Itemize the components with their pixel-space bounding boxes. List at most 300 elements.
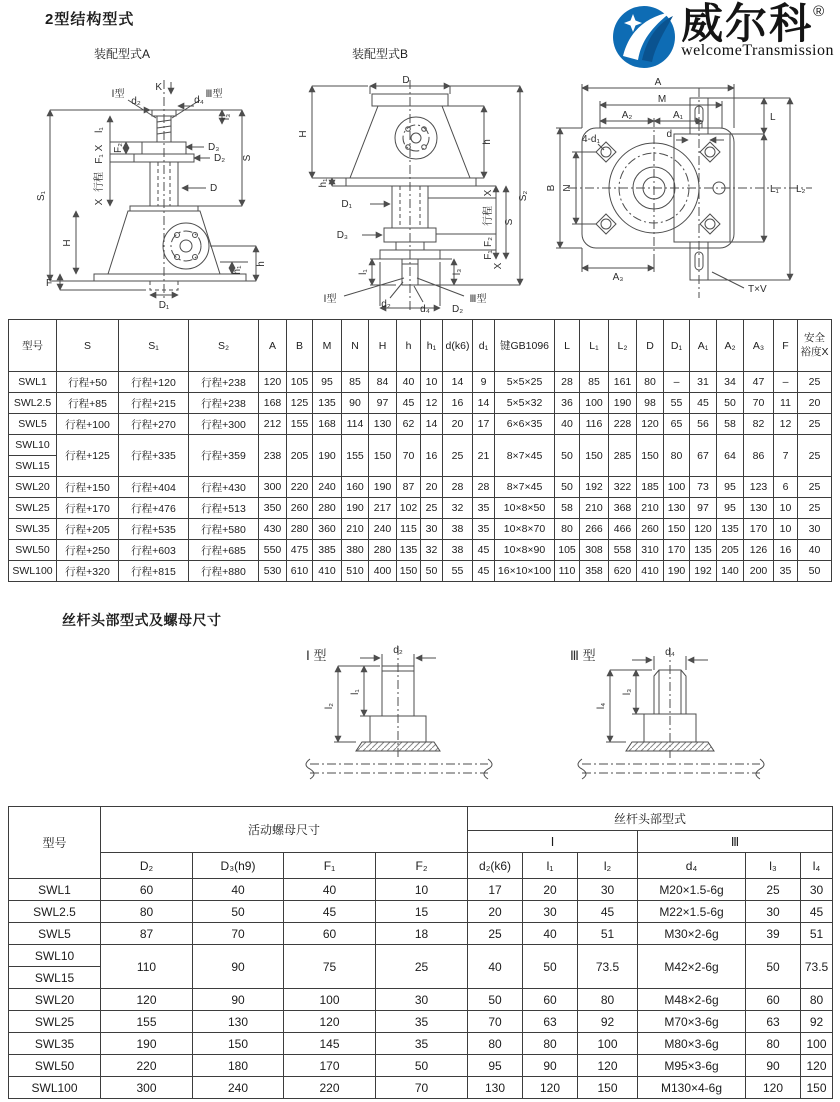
- svg-text:S: S: [504, 218, 515, 226]
- value-cell: 145: [284, 1033, 376, 1055]
- svg-text:h₁: h₁: [232, 265, 243, 275]
- value-cell: 28: [443, 477, 473, 498]
- value-cell: 25: [798, 372, 832, 393]
- value-cell: 266: [580, 519, 609, 540]
- value-cell: 14: [443, 372, 473, 393]
- value-cell: 155: [342, 435, 369, 477]
- svg-text:l₁: l₁: [358, 269, 369, 275]
- value-cell: 130: [744, 498, 774, 519]
- svg-text:d₂: d₂: [131, 96, 141, 107]
- value-cell: 240: [313, 477, 342, 498]
- value-cell: 行程+120: [119, 372, 189, 393]
- table-row: [9, 561, 832, 582]
- value-cell: 6: [774, 477, 798, 498]
- value-cell: 180: [193, 1055, 284, 1077]
- value-cell: 40: [523, 923, 578, 945]
- value-cell: 50: [717, 393, 744, 414]
- svg-text:L: L: [770, 112, 776, 123]
- svg-text:K: K: [155, 82, 162, 93]
- svg-text:X: X: [493, 262, 504, 270]
- model-cell: SWL10: [9, 435, 57, 456]
- value-cell: 45: [473, 540, 495, 561]
- value-cell: 60: [746, 989, 801, 1011]
- value-cell: 105: [287, 372, 313, 393]
- value-cell: 98: [637, 393, 664, 414]
- value-cell: 56: [690, 414, 717, 435]
- value-cell: 80: [664, 435, 690, 477]
- value-cell: 200: [744, 561, 774, 582]
- value-cell: 50: [555, 477, 580, 498]
- model-cell: SWL5: [9, 414, 57, 435]
- value-cell: 36: [555, 393, 580, 414]
- table-row: [9, 540, 832, 561]
- column-header: F: [774, 320, 798, 372]
- value-cell: 205: [717, 540, 744, 561]
- value-cell: 400: [369, 561, 397, 582]
- model-cell: SWL25: [9, 1011, 101, 1033]
- column-header: 型号: [9, 320, 57, 372]
- value-cell: 17: [473, 414, 495, 435]
- value-cell: 150: [801, 1077, 833, 1099]
- value-cell: 228: [609, 414, 637, 435]
- value-cell: 150: [369, 435, 397, 477]
- brand-name: 威尔科: [681, 0, 814, 47]
- svg-text:D₂: D₂: [452, 304, 464, 314]
- column-header: S₁: [119, 320, 189, 372]
- section2-title: 丝杆头部型式及螺母尺寸: [62, 612, 222, 628]
- value-cell: 10: [774, 498, 798, 519]
- value-cell: 12: [774, 414, 798, 435]
- value-cell: 16: [421, 435, 443, 477]
- value-cell: 120: [284, 1011, 376, 1033]
- svg-text:B: B: [546, 184, 557, 192]
- value-cell: 14: [473, 393, 495, 414]
- value-cell: 63: [523, 1011, 578, 1033]
- value-cell: 73.5: [801, 945, 833, 989]
- value-cell: 300: [259, 477, 287, 498]
- value-cell: 10×8×50: [495, 498, 555, 519]
- value-cell: 25: [421, 498, 443, 519]
- model-cell: SWL1: [9, 879, 101, 901]
- svg-text:M: M: [657, 94, 667, 105]
- value-cell: 110: [555, 561, 580, 582]
- value-cell: 97: [690, 498, 717, 519]
- value-cell: 308: [580, 540, 609, 561]
- model-cell: SWL50: [9, 540, 57, 561]
- column-header: D: [637, 320, 664, 372]
- value-cell: 行程+603: [119, 540, 189, 561]
- value-cell: 120: [523, 1077, 578, 1099]
- value-cell: 220: [287, 477, 313, 498]
- value-cell: 123: [744, 477, 774, 498]
- value-cell: 50: [523, 945, 578, 989]
- model-cell: SWL1: [9, 372, 57, 393]
- value-cell: 150: [580, 435, 609, 477]
- value-cell: 350: [259, 498, 287, 519]
- value-cell: 150: [578, 1077, 638, 1099]
- model-cell: SWL15: [9, 456, 57, 477]
- value-cell: 466: [609, 519, 637, 540]
- value-cell: 70: [193, 923, 284, 945]
- svg-text:h: h: [482, 139, 493, 145]
- value-cell: 35: [774, 561, 798, 582]
- value-cell: 30: [421, 519, 443, 540]
- model-cell: SWL2.5: [9, 901, 101, 923]
- model-cell: SWL100: [9, 1077, 101, 1099]
- column-header: N: [342, 320, 369, 372]
- svg-text:l₄: l₄: [596, 702, 607, 710]
- value-cell: 7: [774, 435, 798, 477]
- value-cell: 85: [342, 372, 369, 393]
- value-cell: 80: [468, 1033, 523, 1055]
- table-row: [9, 393, 832, 414]
- value-cell: 150: [193, 1033, 284, 1055]
- value-cell: M22×1.5-6g: [638, 901, 746, 923]
- value-cell: 行程+85: [57, 393, 119, 414]
- value-cell: 358: [580, 561, 609, 582]
- column-header: D₂: [101, 853, 193, 879]
- value-cell: 35: [376, 1011, 468, 1033]
- svg-text:Ⅰ型: Ⅰ型: [111, 89, 125, 100]
- value-cell: 205: [287, 435, 313, 477]
- value-cell: 260: [287, 498, 313, 519]
- value-cell: 322: [609, 477, 637, 498]
- value-cell: –: [664, 372, 690, 393]
- type1-group-header: Ⅰ: [468, 831, 638, 853]
- value-cell: 130: [369, 414, 397, 435]
- svg-text:l₁: l₁: [350, 689, 361, 695]
- value-cell: 40: [555, 414, 580, 435]
- value-cell: 25: [798, 477, 832, 498]
- value-cell: 行程+359: [189, 435, 259, 477]
- value-cell: 220: [101, 1055, 193, 1077]
- table2-columns-row: [9, 853, 833, 879]
- model-cell: SWL50: [9, 1055, 101, 1077]
- value-cell: 100: [578, 1033, 638, 1055]
- value-cell: 60: [523, 989, 578, 1011]
- value-cell: 95: [468, 1055, 523, 1077]
- value-cell: 140: [717, 561, 744, 582]
- value-cell: 38: [443, 519, 473, 540]
- value-cell: 190: [101, 1033, 193, 1055]
- plan-view-drawing: [542, 72, 834, 314]
- value-cell: 25: [798, 435, 832, 477]
- value-cell: 16: [443, 393, 473, 414]
- value-cell: 行程+100: [57, 414, 119, 435]
- value-cell: M95×3-6g: [638, 1055, 746, 1077]
- table-row: [9, 477, 832, 498]
- value-cell: 18: [376, 923, 468, 945]
- svg-text:行程: 行程: [483, 206, 494, 226]
- svg-text:d₄: d₄: [665, 647, 675, 658]
- table-row: [9, 879, 833, 901]
- value-cell: 35: [473, 519, 495, 540]
- value-cell: 8×7×45: [495, 477, 555, 498]
- value-cell: 161: [609, 372, 637, 393]
- value-cell: 50: [555, 435, 580, 477]
- value-cell: 87: [397, 477, 421, 498]
- assembly-type-b-drawing: [292, 76, 530, 314]
- value-cell: 行程+476: [119, 498, 189, 519]
- value-cell: 行程+238: [189, 393, 259, 414]
- value-cell: 50: [193, 901, 284, 923]
- model-cell: SWL10: [9, 945, 101, 967]
- value-cell: 9: [473, 372, 495, 393]
- value-cell: M20×1.5-6g: [638, 879, 746, 901]
- value-cell: 行程+170: [57, 498, 119, 519]
- column-header: D₃(h9): [193, 853, 284, 879]
- svg-text:A: A: [654, 77, 662, 88]
- value-cell: 510: [342, 561, 369, 582]
- svg-text:D: D: [402, 76, 410, 86]
- value-cell: 38: [443, 540, 473, 561]
- value-cell: 35: [376, 1033, 468, 1055]
- value-cell: 15: [376, 901, 468, 923]
- value-cell: 45: [578, 901, 638, 923]
- value-cell: 20: [468, 901, 523, 923]
- value-cell: 47: [744, 372, 774, 393]
- svg-text:H: H: [62, 239, 73, 247]
- value-cell: 60: [284, 923, 376, 945]
- value-cell: 11: [774, 393, 798, 414]
- value-cell: 16: [774, 540, 798, 561]
- svg-text:D: D: [210, 183, 218, 194]
- assembly-b-caption: 装配型式B: [352, 47, 409, 61]
- value-cell: 16×10×100: [495, 561, 555, 582]
- value-cell: 135: [313, 393, 342, 414]
- value-cell: M42×2-6g: [638, 945, 746, 989]
- value-cell: 25: [443, 435, 473, 477]
- value-cell: 32: [421, 540, 443, 561]
- value-cell: 行程+300: [189, 414, 259, 435]
- svg-text:S₁: S₁: [36, 190, 47, 202]
- model-cell: SWL35: [9, 519, 57, 540]
- value-cell: 210: [637, 498, 664, 519]
- value-cell: 85: [580, 372, 609, 393]
- column-header: F₁: [284, 853, 376, 879]
- value-cell: 620: [609, 561, 637, 582]
- value-cell: 30: [746, 901, 801, 923]
- value-cell: 410: [313, 561, 342, 582]
- value-cell: 40: [397, 372, 421, 393]
- column-header: L₁: [580, 320, 609, 372]
- svg-text:X: X: [94, 144, 105, 152]
- value-cell: 550: [259, 540, 287, 561]
- value-cell: 14: [421, 414, 443, 435]
- svg-text:X: X: [94, 198, 105, 206]
- value-cell: 行程+270: [119, 414, 189, 435]
- value-cell: 行程+404: [119, 477, 189, 498]
- value-cell: 行程+335: [119, 435, 189, 477]
- value-cell: 8×7×45: [495, 435, 555, 477]
- model-cell: SWL100: [9, 561, 57, 582]
- table-row: [9, 1077, 833, 1099]
- svg-text:F₁: F₁: [94, 154, 105, 164]
- value-cell: 170: [664, 540, 690, 561]
- value-cell: 45: [473, 561, 495, 582]
- value-cell: 70: [744, 393, 774, 414]
- value-cell: 40: [468, 945, 523, 989]
- column-header: D₁: [664, 320, 690, 372]
- value-cell: 238: [259, 435, 287, 477]
- value-cell: 192: [580, 477, 609, 498]
- value-cell: 17: [468, 879, 523, 901]
- svg-text:h: h: [256, 261, 267, 267]
- type3-group-header: Ⅲ: [638, 831, 833, 853]
- column-header: h₁: [421, 320, 443, 372]
- value-cell: 90: [523, 1055, 578, 1077]
- value-cell: 120: [746, 1077, 801, 1099]
- value-cell: 39: [746, 923, 801, 945]
- value-cell: 90: [746, 1055, 801, 1077]
- value-cell: 190: [342, 498, 369, 519]
- table-row: [9, 498, 832, 519]
- value-cell: 125: [287, 393, 313, 414]
- value-cell: 行程+535: [119, 519, 189, 540]
- svg-text:D₁: D₁: [158, 300, 170, 311]
- value-cell: 20: [421, 477, 443, 498]
- column-header: A₃: [744, 320, 774, 372]
- value-cell: 240: [193, 1077, 284, 1099]
- svg-text:S: S: [242, 154, 253, 162]
- table-row: [9, 1011, 833, 1033]
- value-cell: 135: [717, 519, 744, 540]
- value-cell: 35: [473, 498, 495, 519]
- column-header: d₁: [473, 320, 495, 372]
- value-cell: 50: [798, 561, 832, 582]
- table-row: [9, 435, 832, 456]
- head-group-header: 丝杆头部型式: [468, 807, 833, 831]
- value-cell: 51: [578, 923, 638, 945]
- value-cell: 310: [637, 540, 664, 561]
- value-cell: 110: [101, 945, 193, 989]
- svg-text:L₂: L₂: [796, 184, 806, 195]
- value-cell: 150: [397, 561, 421, 582]
- value-cell: 190: [313, 435, 342, 477]
- value-cell: 80: [746, 1033, 801, 1055]
- value-cell: 30: [523, 901, 578, 923]
- value-cell: –: [774, 372, 798, 393]
- value-cell: 280: [313, 498, 342, 519]
- value-cell: 190: [609, 393, 637, 414]
- value-cell: 行程+238: [189, 372, 259, 393]
- svg-text:D₁: D₁: [341, 199, 352, 210]
- column-header: 键GB1096: [495, 320, 555, 372]
- value-cell: 285: [609, 435, 637, 477]
- column-header: l₂: [578, 853, 638, 879]
- table-row: [9, 1033, 833, 1055]
- value-cell: 84: [369, 372, 397, 393]
- value-cell: 135: [397, 540, 421, 561]
- value-cell: 20: [798, 393, 832, 414]
- value-cell: 90: [342, 393, 369, 414]
- value-cell: 73: [690, 477, 717, 498]
- svg-text:l₃: l₃: [622, 688, 633, 696]
- value-cell: 80: [637, 372, 664, 393]
- svg-text:A₁: A₁: [672, 110, 684, 121]
- value-cell: 82: [744, 414, 774, 435]
- value-cell: 126: [744, 540, 774, 561]
- column-header: l₁: [523, 853, 578, 879]
- value-cell: 10×8×90: [495, 540, 555, 561]
- value-cell: 610: [287, 561, 313, 582]
- value-cell: 558: [609, 540, 637, 561]
- table-row: [9, 519, 832, 540]
- value-cell: 260: [637, 519, 664, 540]
- value-cell: 92: [801, 1011, 833, 1033]
- value-cell: 120: [637, 414, 664, 435]
- table-row: [9, 1055, 833, 1077]
- value-cell: 130: [468, 1077, 523, 1099]
- value-cell: 80: [523, 1033, 578, 1055]
- value-cell: 95: [717, 477, 744, 498]
- value-cell: 6×6×35: [495, 414, 555, 435]
- value-cell: 150: [637, 435, 664, 477]
- svg-text:l₃: l₃: [221, 113, 232, 121]
- value-cell: 80: [578, 989, 638, 1011]
- value-cell: 120: [801, 1055, 833, 1077]
- main-dimension-table: [8, 319, 832, 582]
- value-cell: 86: [744, 435, 774, 477]
- value-cell: 410: [637, 561, 664, 582]
- column-header: d(k6): [443, 320, 473, 372]
- value-cell: 45: [801, 901, 833, 923]
- value-cell: 90: [193, 945, 284, 989]
- type1-caption: Ⅰ 型: [306, 648, 327, 663]
- table-row: [9, 414, 832, 435]
- value-cell: 170: [744, 519, 774, 540]
- model-cell: SWL25: [9, 498, 57, 519]
- svg-text:行程: 行程: [94, 172, 105, 192]
- column-header: S₂: [189, 320, 259, 372]
- svg-text:Ⅰ型: Ⅰ型: [323, 294, 337, 305]
- value-cell: 90: [193, 989, 284, 1011]
- value-cell: 28: [555, 372, 580, 393]
- value-cell: 385: [313, 540, 342, 561]
- logo-globe-icon: [611, 2, 679, 72]
- value-cell: 28: [473, 477, 495, 498]
- value-cell: 行程+580: [189, 519, 259, 540]
- svg-text:F₂: F₂: [113, 143, 124, 153]
- registered-mark: ®: [813, 3, 825, 20]
- value-cell: 30: [578, 879, 638, 901]
- value-cell: 105: [555, 540, 580, 561]
- svg-text:F: F: [46, 278, 53, 289]
- svg-text:X: X: [483, 189, 494, 197]
- value-cell: 190: [369, 477, 397, 498]
- model-cell: SWL15: [9, 967, 101, 989]
- value-cell: 430: [259, 519, 287, 540]
- svg-text:d: d: [666, 129, 672, 140]
- svg-text:A₃: A₃: [612, 272, 624, 283]
- column-header: A₂: [717, 320, 744, 372]
- model-cell: SWL20: [9, 989, 101, 1011]
- value-cell: 114: [342, 414, 369, 435]
- page-title: 2型结构型式: [45, 11, 135, 28]
- value-cell: 168: [313, 414, 342, 435]
- value-cell: 行程+215: [119, 393, 189, 414]
- value-cell: 51: [801, 923, 833, 945]
- value-cell: 155: [101, 1011, 193, 1033]
- svg-text:Ⅲ型: Ⅲ型: [205, 89, 223, 100]
- value-cell: 50: [468, 989, 523, 1011]
- value-cell: 45: [690, 393, 717, 414]
- value-cell: 30: [801, 879, 833, 901]
- svg-text:D₂: D₂: [214, 153, 226, 164]
- value-cell: 30: [798, 519, 832, 540]
- svg-text:L₁: L₁: [770, 184, 779, 195]
- value-cell: 32: [443, 498, 473, 519]
